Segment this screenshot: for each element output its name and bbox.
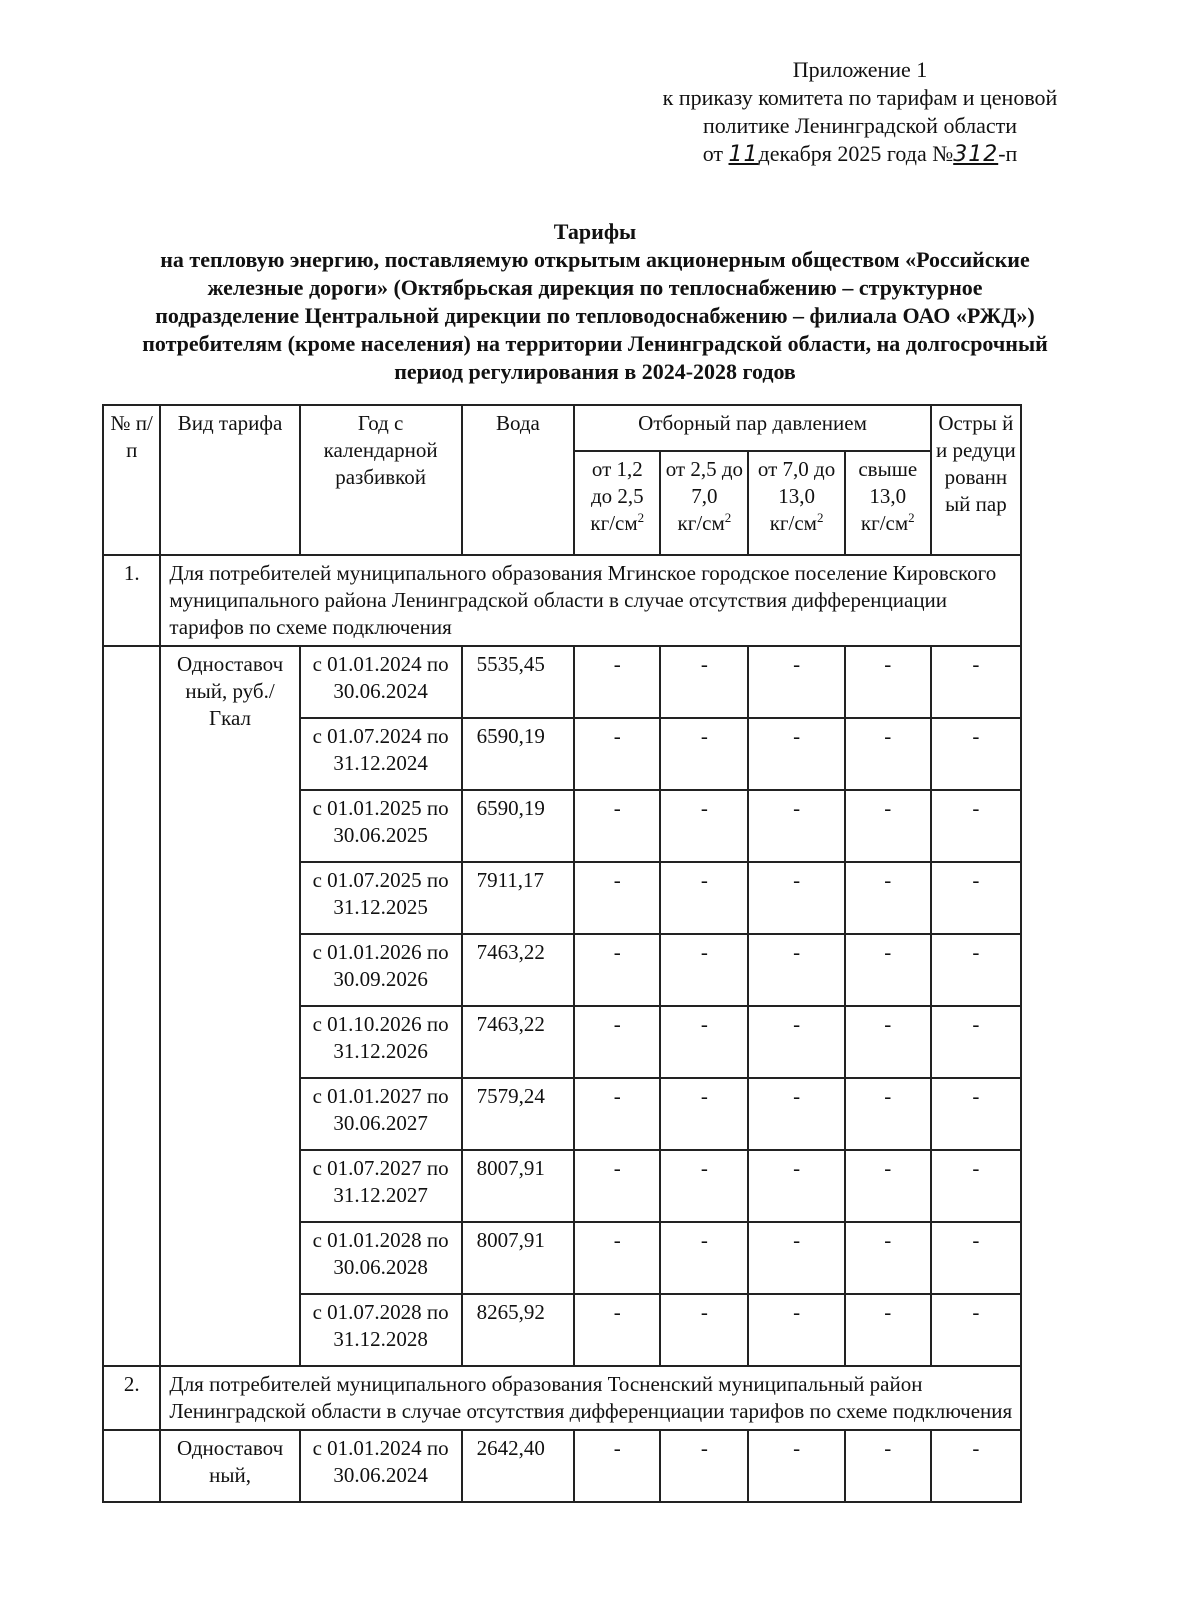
steam-value: - (845, 1222, 931, 1294)
document-title (60, 218, 1130, 386)
steam-value: - (574, 1222, 660, 1294)
steam-value: - (748, 1006, 844, 1078)
water-value: 7911,17 (462, 862, 575, 934)
date-middle: декабря 2025 года № (758, 141, 954, 166)
steam-value: - (660, 1294, 748, 1366)
sharp-value: - (931, 1294, 1021, 1366)
steam-value: - (748, 934, 844, 1006)
steam-value: - (660, 1222, 748, 1294)
tariff-table (102, 404, 1022, 1503)
steam-value: - (574, 1078, 660, 1150)
steam-value: - (748, 646, 844, 718)
water-value: 6590,19 (462, 718, 575, 790)
handwritten-day: 11 (728, 142, 759, 167)
steam-value: - (574, 1006, 660, 1078)
period-cell: с 01.01.2024 по 30.06.2024 (300, 1430, 462, 1502)
sharp-value: - (931, 1430, 1021, 1502)
header-steam-4: свыше 13,0 $кг/см^2$ (845, 451, 931, 555)
water-value: 7579,24 (462, 1078, 575, 1150)
tariff-kind: Одноставоч ный, (160, 1430, 299, 1502)
table-row (103, 646, 1021, 718)
section-description: Для потребителей муниципального образования Мгинское городское поселение Кировского муниципального района Ленинградской области в случае отсутствия дифференциации тарифов по схеме подключения (160, 555, 1021, 646)
sharp-value: - (931, 862, 1021, 934)
water-value: 2642,40 (462, 1430, 575, 1502)
title-line-3: подразделение Центральной дирекции по тепловодоснабжению – филиала ОАО «РЖД») (155, 303, 1035, 328)
steam-value: - (845, 718, 931, 790)
title-heading: Тарифы (553, 219, 637, 244)
section-row (103, 1366, 1021, 1430)
header-steam-3: от 7,0 до 13,0 $кг/см^2$ (748, 451, 844, 555)
tariff-kind: Одноставоч ный, руб./Гкал (160, 646, 299, 1366)
steam-value: - (660, 1430, 748, 1502)
water-value: 5535,45 (462, 646, 575, 718)
steam-value: - (845, 862, 931, 934)
steam-value: - (845, 646, 931, 718)
appendix-title: Приложение 1 (792, 57, 928, 82)
title-line-4: потребителям (кроме населения) на территории Ленинградской области, на долгосрочный (142, 331, 1048, 356)
steam-value: - (660, 934, 748, 1006)
steam-value: - (845, 1078, 931, 1150)
sharp-value: - (931, 1150, 1021, 1222)
steam-value: - (748, 1294, 844, 1366)
steam-value: - (574, 1294, 660, 1366)
section-description: Для потребителей муниципального образования Тосненский муниципальный район Ленинградской области в случае отсутствия дифференциации тарифов по схеме подключения (160, 1366, 1021, 1430)
steam-value: - (660, 1006, 748, 1078)
section-number: 1. (103, 555, 160, 646)
handwritten-number: 312 (953, 142, 999, 167)
header-period: Год с календарной разбивкой (300, 405, 462, 555)
steam-value: - (660, 790, 748, 862)
steam-value: - (574, 862, 660, 934)
sharp-value: - (931, 1222, 1021, 1294)
steam-value: - (845, 1006, 931, 1078)
header-steam-group: Отборный пар давлением (574, 405, 931, 451)
section-number: 2. (103, 1366, 160, 1430)
period-cell: с 01.01.2027 по 30.06.2027 (300, 1078, 462, 1150)
steam-value: - (574, 1430, 660, 1502)
steam-value: - (845, 790, 931, 862)
steam-value: - (574, 790, 660, 862)
table-row (103, 1430, 1021, 1502)
title-line-2: железные дороги» (Октябрьская дирекция по теплоснабжению – структурное (207, 275, 983, 300)
steam-value: - (845, 1430, 931, 1502)
period-cell: с 01.07.2024 по 31.12.2024 (300, 718, 462, 790)
appendix-header (600, 56, 1120, 169)
sharp-value: - (931, 646, 1021, 718)
header-steam-1: от 1,2 до 2,5 $кг/см^2$ (574, 451, 660, 555)
period-cell: с 01.07.2027 по 31.12.2027 (300, 1150, 462, 1222)
sharp-value: - (931, 790, 1021, 862)
appendix-order-line: к приказу комитета по тарифам и ценовой (662, 85, 1058, 110)
steam-value: - (845, 934, 931, 1006)
water-value: 8007,91 (462, 1222, 575, 1294)
period-cell: с 01.01.2028 по 30.06.2028 (300, 1222, 462, 1294)
steam-value: - (574, 646, 660, 718)
steam-value: - (845, 1294, 931, 1366)
period-cell: с 01.10.2026 по 31.12.2026 (300, 1006, 462, 1078)
section-row (103, 555, 1021, 646)
appendix-date-line (600, 140, 1120, 169)
steam-value: - (660, 646, 748, 718)
header-sharp-steam: Остры й и редуци рованн ый пар (931, 405, 1021, 555)
table-header-row (103, 405, 1021, 451)
sharp-value: - (931, 1078, 1021, 1150)
steam-value: - (748, 718, 844, 790)
steam-value: - (660, 718, 748, 790)
steam-value: - (574, 718, 660, 790)
steam-value: - (660, 1078, 748, 1150)
water-value: 7463,22 (462, 934, 575, 1006)
sharp-value: - (931, 718, 1021, 790)
period-cell: с 01.01.2025 по 30.06.2025 (300, 790, 462, 862)
steam-value: - (660, 1150, 748, 1222)
title-line-5: период регулирования в 2024-2028 годов (394, 359, 796, 384)
period-cell: с 01.01.2026 по 30.09.2026 (300, 934, 462, 1006)
appendix-committee-line: политике Ленинградской области (702, 113, 1017, 138)
sharp-value: - (931, 934, 1021, 1006)
steam-value: - (748, 1430, 844, 1502)
steam-value: - (660, 862, 748, 934)
sharp-value: - (931, 1006, 1021, 1078)
steam-value: - (845, 1150, 931, 1222)
period-cell: с 01.07.2028 по 31.12.2028 (300, 1294, 462, 1366)
header-kind: Вид тарифа (160, 405, 299, 555)
header-water: Вода (462, 405, 575, 555)
water-value: 7463,22 (462, 1006, 575, 1078)
period-cell: с 01.07.2025 по 31.12.2025 (300, 862, 462, 934)
period-cell: с 01.01.2024 по 30.06.2024 (300, 646, 462, 718)
section-num-spacer (103, 1430, 160, 1502)
steam-value: - (748, 862, 844, 934)
water-value: 8007,91 (462, 1150, 575, 1222)
title-line-1: на тепловую энергию, поставляемую открытым акционерным обществом «Российские (160, 247, 1030, 272)
water-value: 8265,92 (462, 1294, 575, 1366)
section-num-spacer (103, 646, 160, 1366)
steam-value: - (574, 1150, 660, 1222)
date-suffix: -п (998, 141, 1018, 166)
date-prefix: от (702, 141, 724, 166)
steam-value: - (748, 1222, 844, 1294)
steam-value: - (748, 1078, 844, 1150)
steam-value: - (574, 934, 660, 1006)
steam-value: - (748, 790, 844, 862)
header-num: № п/п (103, 405, 160, 555)
water-value: 6590,19 (462, 790, 575, 862)
header-steam-2: от 2,5 до 7,0 $кг/см^2$ (660, 451, 748, 555)
steam-value: - (748, 1150, 844, 1222)
